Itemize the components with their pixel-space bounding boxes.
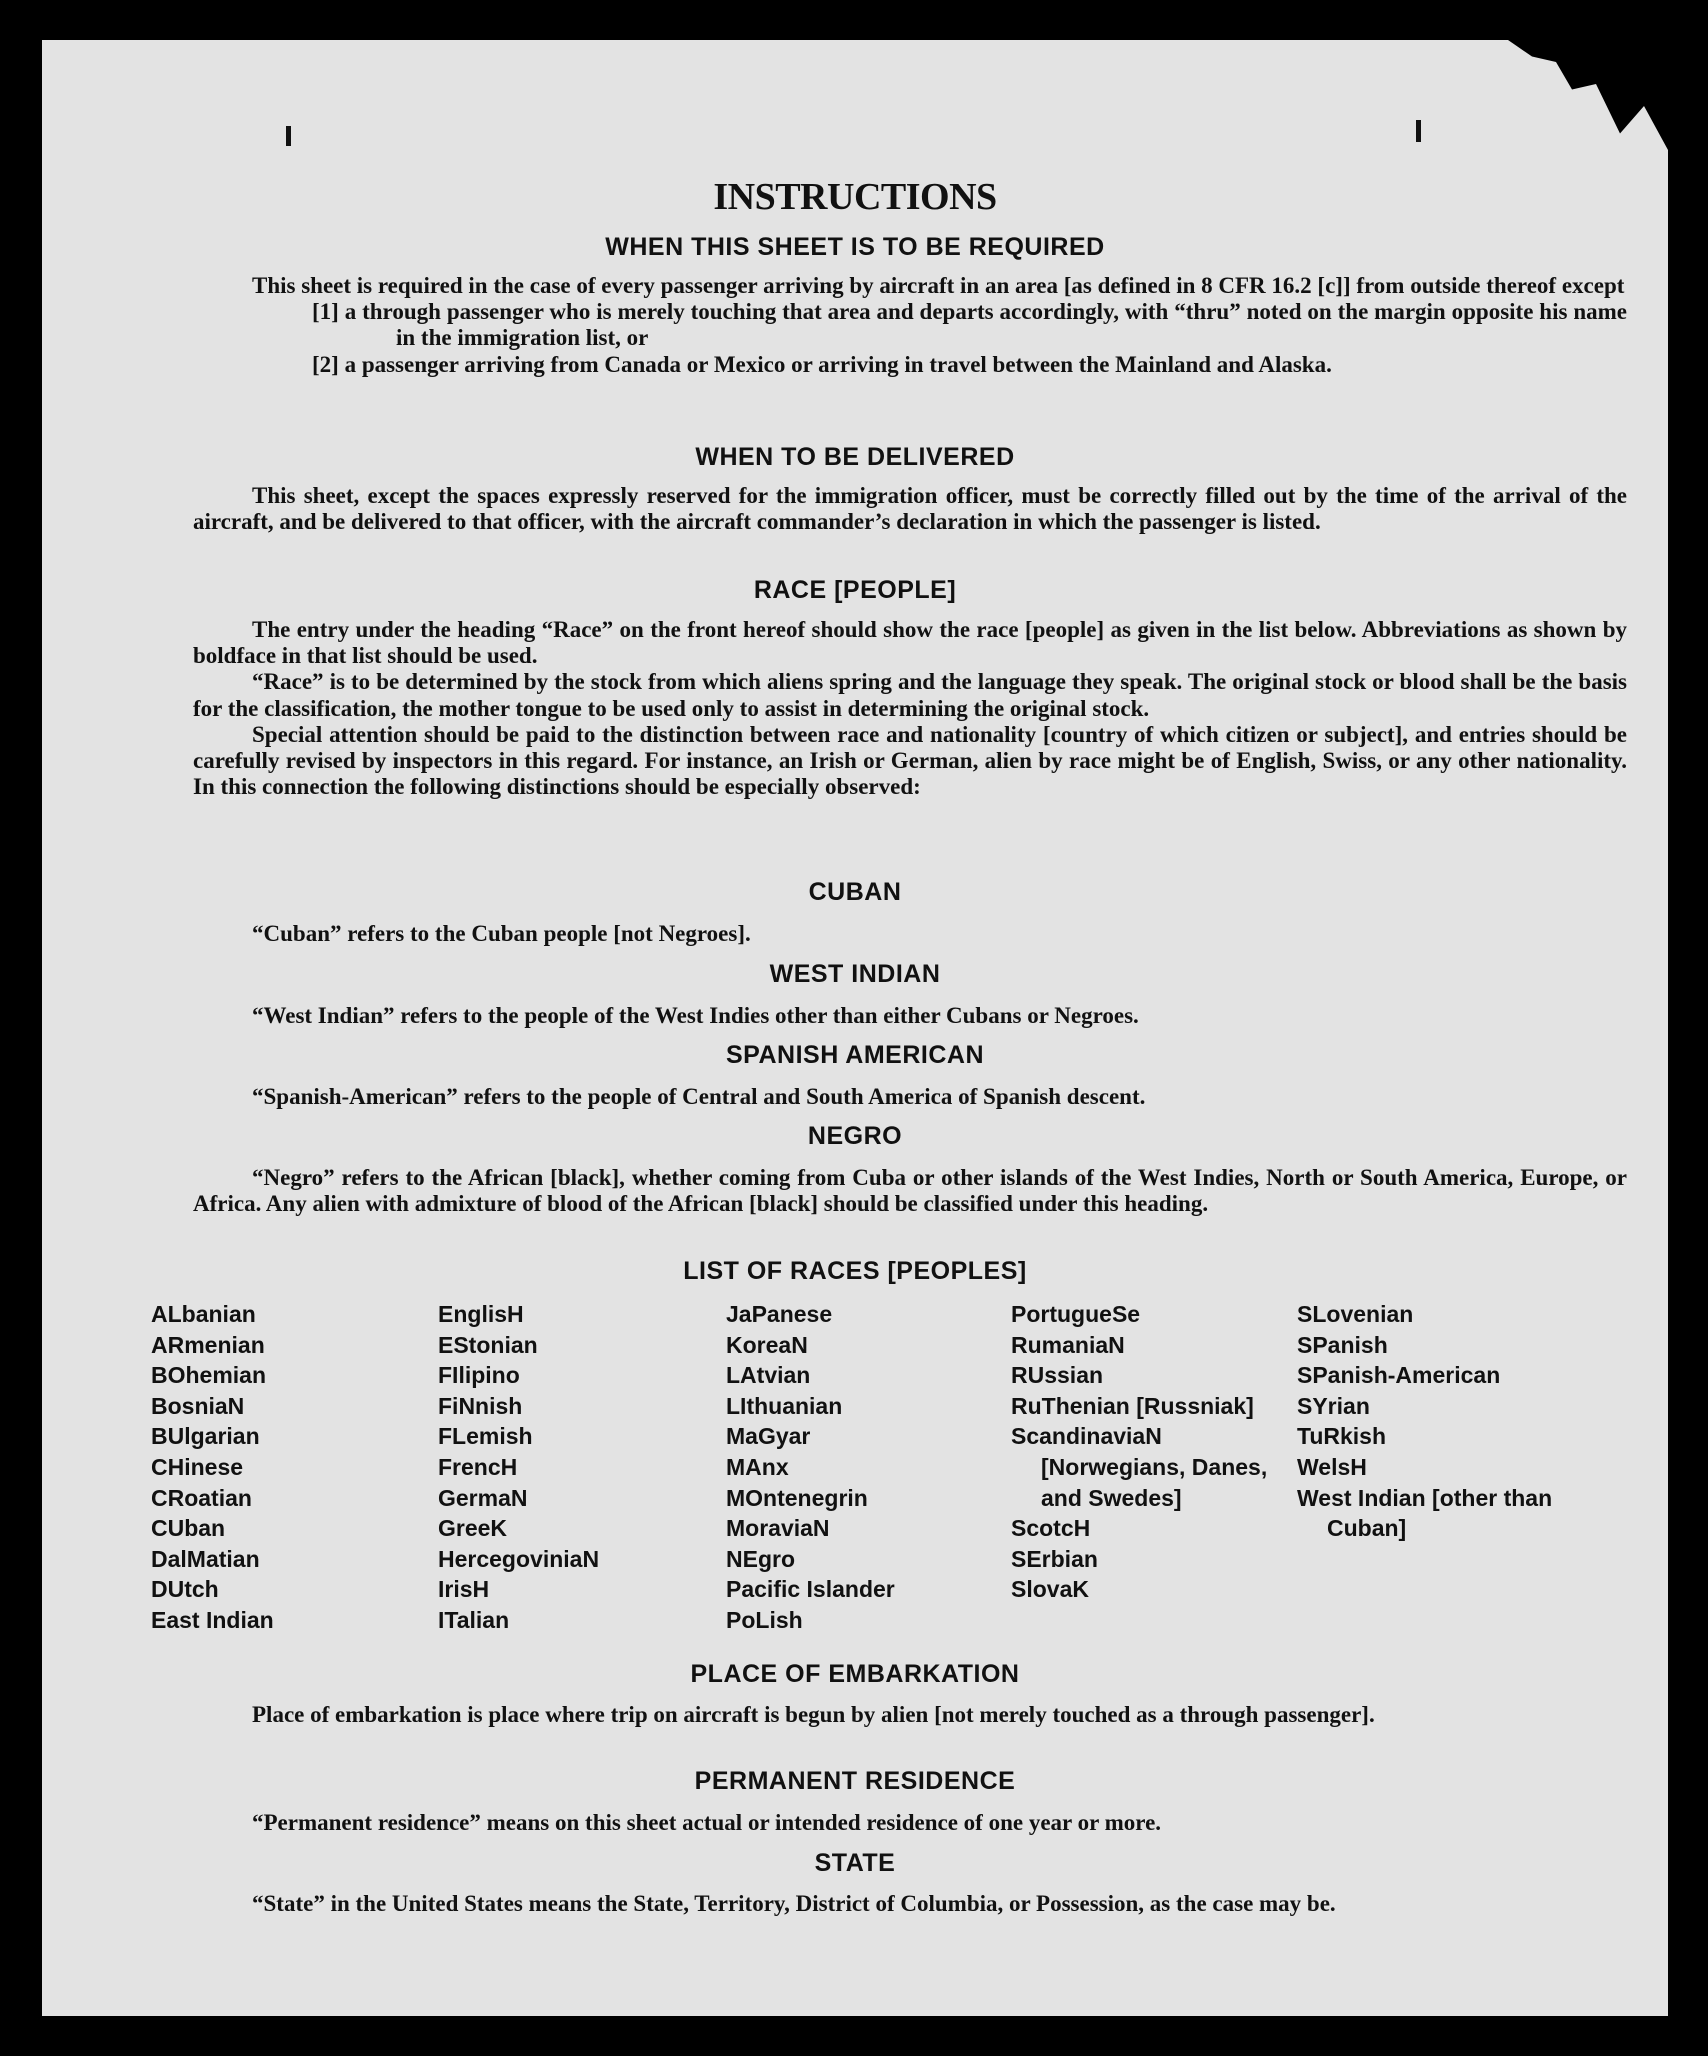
race-entry: Pacific Islander	[726, 1576, 895, 1603]
heading-spanish-american: SPANISH AMERICAN	[725, 1041, 984, 1069]
heading-negro: NEGRO	[807, 1122, 903, 1150]
race-entry: BOhemian	[151, 1362, 267, 1389]
race-entry: ITalian	[438, 1606, 510, 1633]
race-entry: NEgro	[726, 1545, 795, 1572]
required-intro: This sheet is required in the case of every passenger arriving by aircraft in an area [as defined in 8 CFR 16.2 [c]] from outside thereof except	[252, 273, 1625, 298]
race-entry: IrisH	[438, 1576, 490, 1603]
delivered-text: This sheet, except the spaces expressly reserved for the immigration officer, must be correctly filled out by the time of the arrival of the aircraft, and be delivered to that officer, with the aircraft commander’s declaration in which the passenger is listed.	[193, 483, 1627, 535]
section-required	[193, 273, 1627, 378]
heading-west-indian: WEST INDIAN	[769, 960, 941, 988]
race-entry: East Indian	[151, 1606, 274, 1633]
race-column	[1297, 1299, 1587, 1544]
race-entry: MAnx	[726, 1453, 789, 1480]
race-entry: TuRkish	[1297, 1423, 1387, 1450]
heading-list: LIST OF RACES [PEOPLES]	[683, 1257, 1027, 1285]
race-entry: PortugueSe	[1011, 1301, 1141, 1327]
race-entry: KoreaN	[726, 1331, 808, 1358]
torn-corner	[1508, 40, 1668, 150]
race-entry: MoraviaN	[726, 1515, 830, 1542]
race-entry: LIthuanian	[726, 1392, 843, 1419]
race-entry: CHinese	[151, 1453, 244, 1480]
race-entry: SPanish	[1297, 1331, 1388, 1358]
race-entry: ScandinaviaN [Norwegians, Danes, and Swedes]	[1011, 1423, 1268, 1511]
cuban-text: “Cuban” refers to the Cuban people [not Negroes].	[252, 921, 751, 946]
west-indian-text: “West Indian” refers to the people of the West Indies other than either Cubans or Negroes.	[252, 1003, 1139, 1028]
race-p2: “Race” is to be determined by the stock from which aliens spring and the language they speak. The original stock or blood shall be the basis for the classification, the mother tongue to be used only to assist in determining the original stock.	[193, 669, 1627, 721]
section-race	[193, 617, 1627, 800]
race-entry: SYrian	[1297, 1392, 1370, 1419]
race-entry: ScotcH	[1011, 1515, 1091, 1542]
race-entry: BUlgarian	[151, 1423, 260, 1450]
residence-text: “Permanent residence” means on this sheet actual or intended residence of one year or more.	[252, 1810, 1162, 1835]
race-entry: WelsH	[1297, 1453, 1367, 1480]
race-entry: LAtvian	[726, 1362, 811, 1389]
heading-required: WHEN THIS SHEET IS TO BE REQUIRED	[605, 233, 1105, 261]
race-entry: CUban	[151, 1515, 226, 1542]
race-entry: RumaniaN	[1011, 1331, 1125, 1358]
page-title: INSTRUCTIONS	[713, 176, 997, 218]
state-text: “State” in the United States means the State, Territory, District of Columbia, or Possession, as the case may be.	[252, 1891, 1336, 1916]
race-entry: DUtch	[151, 1576, 219, 1603]
required-item-1: [1] a through passenger who is merely touching that area and departs accordingly, with “thru” noted on the margin opposite his name in the immigration list, or	[312, 299, 1627, 351]
race-column	[438, 1299, 718, 1636]
race-entry: RuThenian [Russniak]	[1011, 1392, 1254, 1419]
race-entry: FLemish	[438, 1423, 533, 1450]
race-entry: HercegoviniaN	[438, 1545, 600, 1572]
race-entry: SPanish-American	[1297, 1362, 1501, 1389]
race-entry: JaPanese	[726, 1301, 833, 1327]
section-delivered	[193, 483, 1627, 535]
spanish-american-text: “Spanish-American” refers to the people of Central and South America of Spanish descent.	[252, 1084, 1146, 1109]
race-entry: EStonian	[438, 1331, 538, 1358]
race-entry: DalMatian	[151, 1545, 260, 1572]
race-column	[726, 1299, 1006, 1636]
heading-residence: PERMANENT RESIDENCE	[694, 1767, 1016, 1795]
race-entry: SLovenian	[1297, 1301, 1414, 1327]
race-entry: West Indian [other than Cuban]	[1297, 1484, 1553, 1542]
embarkation-text: Place of embarkation is place where trip on aircraft is begun by alien [not merely touched as a through passenger].	[252, 1702, 1375, 1727]
race-entry: SlovaK	[1011, 1576, 1089, 1603]
race-entry: CRoatian	[151, 1484, 252, 1511]
race-p3: Special attention should be paid to the distinction between race and nationality [country of which citizen or subject], and entries should be carefully revised by inspectors in this regard. For instance, an Irish or German, alien by race might be of English, Swiss, or any other nationality. In this connection the following distinctions should be especially observed:	[193, 721, 1627, 800]
heading-embarkation: PLACE OF EMBARKATION	[690, 1660, 1020, 1688]
race-entry: MaGyar	[726, 1423, 811, 1450]
race-entry: FiNnish	[438, 1392, 523, 1419]
race-entry: MOntenegrin	[726, 1484, 868, 1511]
negro-text: “Negro” refers to the African [black], whether coming from Cuba or other islands of the West Indies, North or South America, Europe, or Africa. Any alien with admixture of blood of the African [black] should be classified under this heading.	[193, 1165, 1627, 1217]
race-entry: SErbian	[1011, 1545, 1098, 1572]
heading-race: RACE [PEOPLE]	[753, 576, 957, 604]
race-entry: ARmenian	[151, 1331, 265, 1358]
race-entry: BosniaN	[151, 1392, 245, 1419]
race-entry: FrencH	[438, 1453, 518, 1480]
punch-mark	[1416, 120, 1421, 142]
heading-state: STATE	[814, 1849, 896, 1877]
race-entry: GermaN	[438, 1484, 528, 1511]
race-column	[151, 1299, 431, 1636]
heading-delivered: WHEN TO BE DELIVERED	[695, 443, 1015, 471]
document-page	[42, 40, 1668, 2016]
required-item-2: [2] a passenger arriving from Canada or Mexico or arriving in travel between the Mainland and Alaska.	[312, 351, 1332, 377]
heading-cuban: CUBAN	[808, 878, 902, 906]
race-entry: EnglisH	[438, 1301, 524, 1327]
race-entry: GreeK	[438, 1515, 508, 1542]
race-entry: FIlipino	[438, 1362, 520, 1389]
race-entry: PoLish	[726, 1606, 803, 1633]
race-entry: ALbanian	[151, 1301, 256, 1327]
punch-mark	[286, 126, 291, 146]
race-p1: The entry under the heading “Race” on the front hereof should show the race [people] as given in the list below. Abbreviations as shown by boldface in that list should be used.	[193, 617, 1627, 669]
race-column	[1011, 1299, 1271, 1605]
race-entry: RUssian	[1011, 1362, 1104, 1389]
